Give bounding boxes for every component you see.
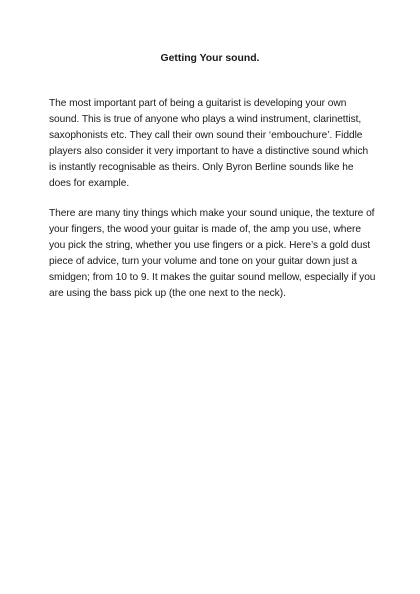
paragraph-sound-factors: There are many tiny things which make your sound unique, the texture of your fingers, the wood your guitar is made of, the amp you use, where you pick the string, whether you use fingers or a pick. Here’s a gold dust piece of advice, turn your volume and tone on your guitar down just a smidgen; from 10 to 9. It makes the guitar sound mellow, especially if you are using the bass pick up (the one next to the neck). bbox=[49, 208, 376, 299]
document-body bbox=[49, 96, 377, 302]
paragraph-developing-sound: The most important part of being a guitarist is developing your own sound. This is true of anyone who plays a wind instrument, clarinettist, saxophonists etc. They call their own sound their ‘embouchure’. Fiddle players also consider it very important to have a distinctive sound which is instantly recognisable as theirs. Only Byron Berline sounds like he does for example. bbox=[49, 98, 369, 189]
page-title: Getting Your sound. bbox=[160, 53, 260, 64]
